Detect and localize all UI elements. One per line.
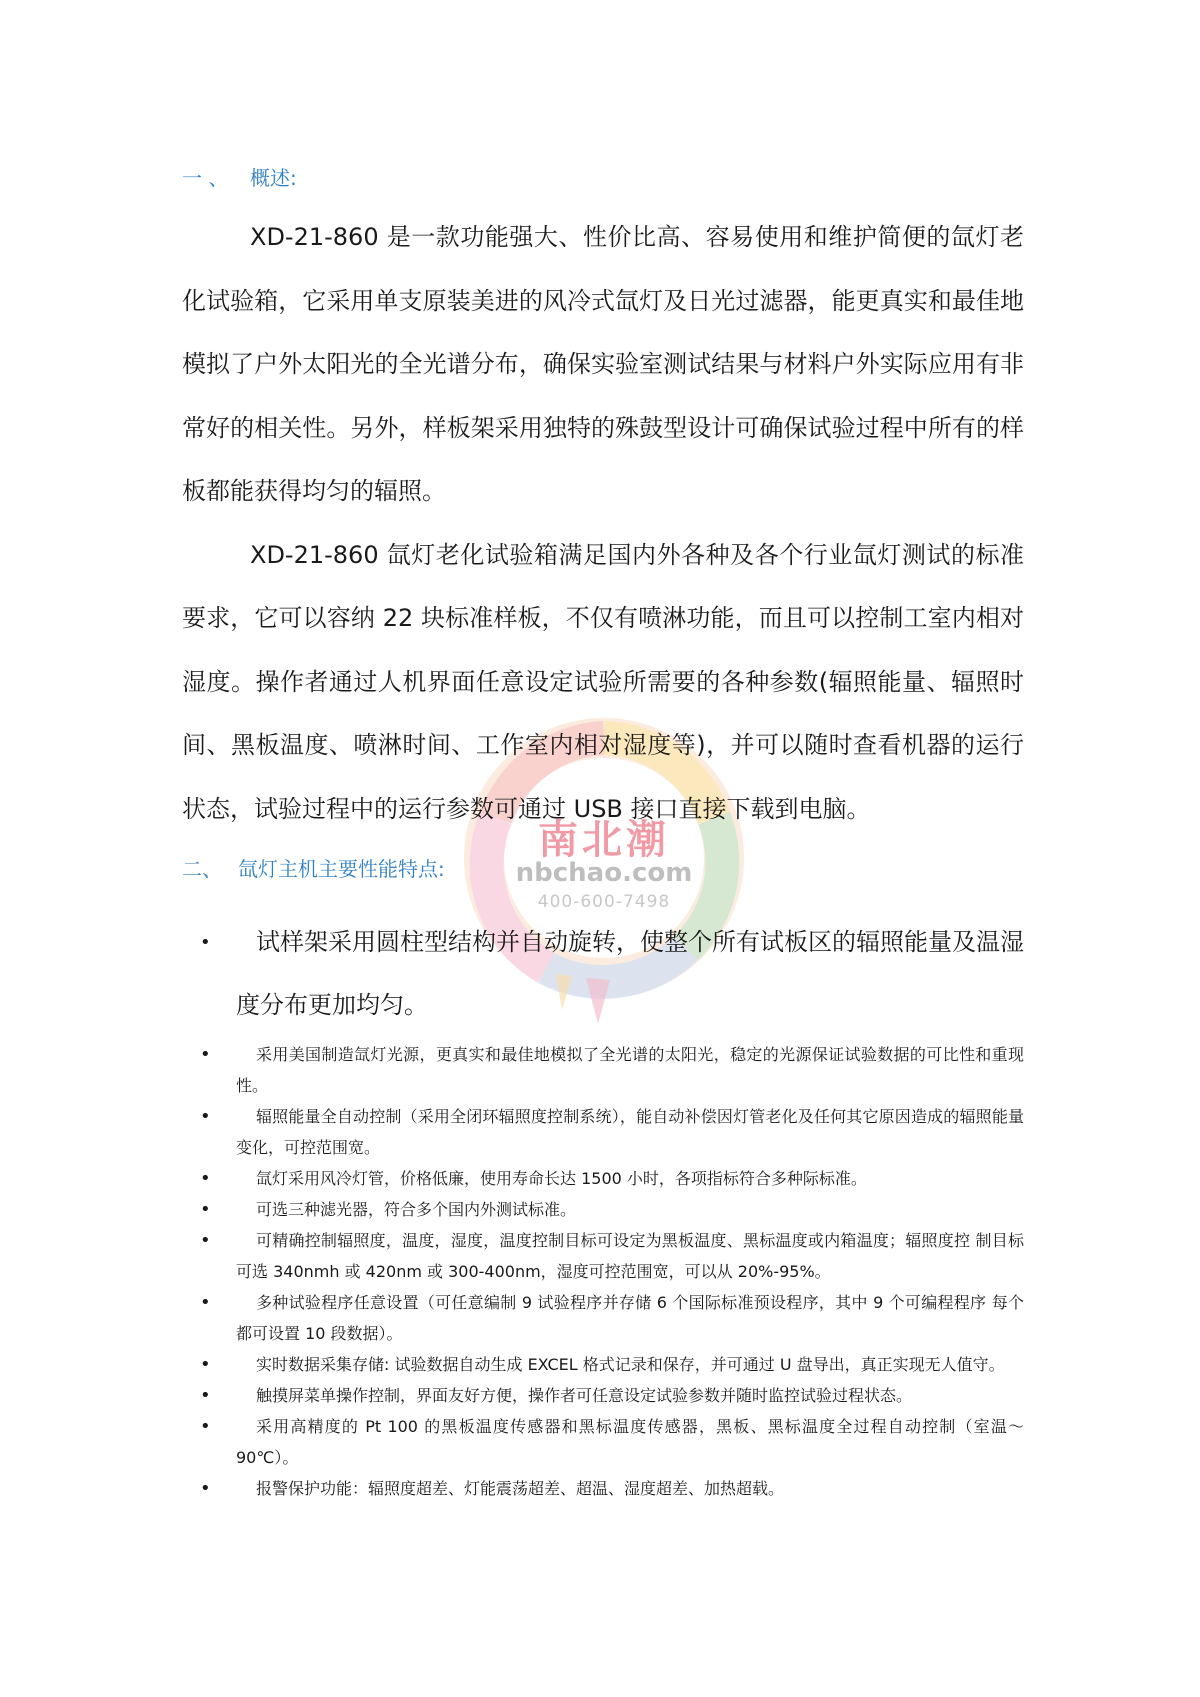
bullet-icon: •: [200, 1416, 211, 1437]
watermark-brand-en: nbchao.com: [515, 858, 693, 888]
bullet-icon: •: [200, 1168, 211, 1189]
list-item: • 报警保护功能：辐照度超差、灯能震荡超差、超温、湿度超差、加热超载。: [182, 1473, 1024, 1504]
bullet-icon: •: [200, 1199, 211, 1220]
overview-paragraph: XD-21-860 氙灯老化试验箱满足国内外各种及各个行业氙灯测试的标准要求，它可以容纳 22 块标准样板，不仅有喷淋功能，而且可以控制工室内相对湿度。操作者通过人机界面任意设定试验所需要的各种参数(辐照能量、辐照时间、黑板温度、喷淋时间、工作室内相对湿度等)，并可以随时查看机器的运行状态，试验过程中的运行参数可通过 USB 接口直接下载到电脑。: [182, 540, 1024, 823]
bullet-icon: •: [200, 1354, 211, 1375]
bullet-icon: •: [200, 1385, 211, 1406]
bullet-icon: •: [200, 1292, 211, 1313]
section-heading-overview: [182, 150, 1024, 206]
document-content: [182, 150, 1024, 1504]
bullet-icon: •: [200, 932, 211, 953]
list-item: • 采用美国制造氙灯光源，更真实和最佳地模拟了全光谱的太阳光，稳定的光源保证试验数据的可比性和重现性。: [182, 1039, 1024, 1101]
list-item: • 多种试验程序任意设置（可任意编制 9 试验程序并存储 6 个国际标准预设程序，其中 9 个可编程程序 每个都可设置 10 段数据）。: [182, 1287, 1024, 1349]
list-item: • 可选三种滤光器，符合多个国内外测试标准。: [182, 1194, 1024, 1225]
watermark-phone: 400-600-7498: [537, 892, 671, 912]
bullet-icon: •: [200, 1106, 211, 1127]
bullet-icon: •: [200, 1478, 211, 1499]
section-title: 氙灯主机主要性能特点:: [238, 857, 445, 881]
feature-list-large: [182, 911, 1024, 1037]
list-item: • 辐照能量全自动控制（采用全闭环辐照度控制系统），能自动补偿因灯管老化及任何其它原因造成的辐照能量变化，可控范围宽。: [182, 1101, 1024, 1163]
section-title: 概述:: [250, 166, 297, 190]
list-item: • 氙灯采用风冷灯管，价格低廉，使用寿命长达 1500 小时，各项指标符合多种际标准。: [182, 1163, 1024, 1194]
list-item: • 实时数据采集存储: 试验数据自动生成 EXCEL 格式记录和保存，并可通过 U 盘导出，真正实现无人值守。: [182, 1349, 1024, 1380]
watermark-brand-cn: 南北潮: [538, 817, 670, 863]
bullet-icon: •: [200, 1044, 211, 1065]
list-item: • 可精确控制辐照度，温度，湿度，温度控制目标可设定为黑板温度、黑标温度或内箱温度；辐照度控 制目标可选 340nmh 或 420nm 或 300-400nm，湿度可控范围宽，可以从 20%-95%。: [182, 1225, 1024, 1287]
overview-paragraph: XD-21-860 是一款功能强大、性价比高、容易使用和维护简便的氙灯老化试验箱，它采用单支原装美进的风冷式氙灯及日光过滤器，能更真实和最佳地模拟了户外太阳光的全光谱分布，确保实验室测试结果与材料户外实际应用有非常好的相关性。另外，样板架采用独特的殊鼓型设计可确保试验过程中所有的样板都能获得均匀的辐照。: [182, 223, 1024, 505]
bullet-icon: •: [200, 1230, 211, 1251]
list-item: • 试样架采用圆柱型结构并自动旋转，使整个所有试板区的辐照能量及温湿度分布更加均匀。: [182, 911, 1024, 1037]
section-number: 二、: [182, 857, 222, 881]
section-heading-features: [182, 841, 1024, 897]
feature-list: [182, 1039, 1024, 1504]
list-item: • 采用高精度的 Pt 100 的黑板温度传感器和黑标温度传感器，黑板、黑标温度全过程自动控制（室温～ 90℃）。: [182, 1411, 1024, 1473]
section-number: 一 、: [182, 166, 229, 190]
list-item: • 触摸屏菜单操作控制，界面友好方便，操作者可任意设定试验参数并随时监控试验过程状态。: [182, 1380, 1024, 1411]
